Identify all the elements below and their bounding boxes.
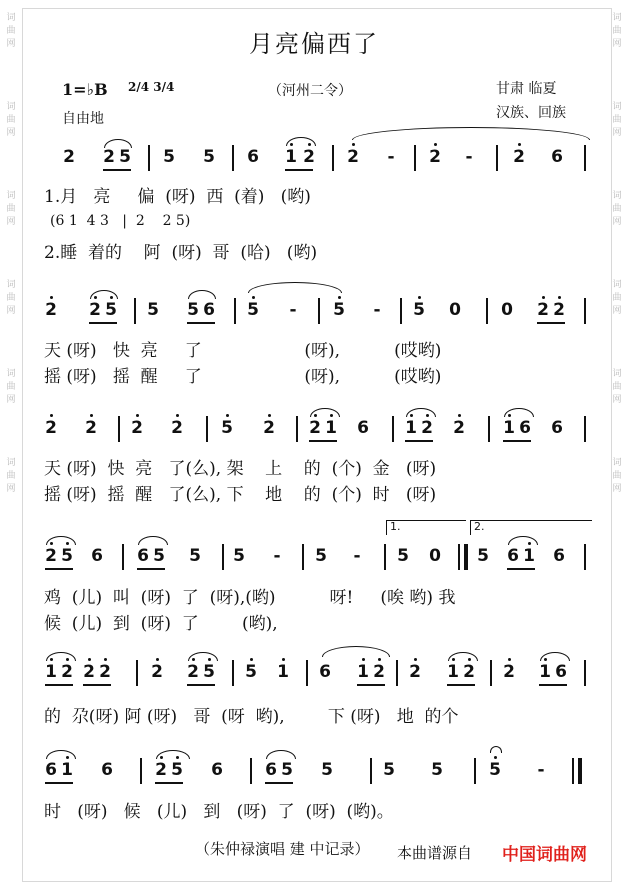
note: 6 — [551, 147, 563, 167]
octave-dot — [282, 658, 285, 661]
note: 6 — [555, 662, 567, 682]
key-signature: 1=♭B — [62, 80, 108, 99]
note: 2 — [155, 760, 167, 780]
bar-line — [232, 660, 234, 686]
slur — [46, 536, 76, 545]
slur — [322, 646, 390, 657]
beam-line — [155, 782, 183, 784]
lyrics-interlude: (6 1 4 3 | 2 2 5) — [50, 213, 191, 229]
note: 2 — [309, 418, 321, 438]
note: 2 — [347, 147, 359, 167]
octave-dot — [176, 414, 179, 417]
slur — [310, 408, 340, 417]
beam-line — [539, 684, 567, 686]
slur — [138, 536, 168, 545]
bar-line — [122, 544, 124, 570]
note: 6 — [91, 546, 103, 566]
bar-line — [118, 416, 120, 442]
note: 5 — [203, 662, 215, 682]
note: 2 — [463, 662, 475, 682]
slur — [104, 139, 132, 148]
note: 2 — [171, 418, 183, 438]
octave-dot — [338, 296, 341, 299]
note: - — [387, 147, 395, 167]
beam-line — [83, 684, 111, 686]
beam-line — [507, 568, 535, 570]
octave-dot — [508, 658, 511, 661]
bar-line — [222, 544, 224, 570]
note: 5 — [247, 300, 259, 320]
note: 1 — [405, 418, 417, 438]
bar-line — [306, 660, 308, 686]
octave-dot — [268, 414, 271, 417]
bar-line — [458, 544, 460, 570]
note: 2 — [409, 662, 421, 682]
bar-line — [206, 416, 208, 442]
bar-line — [234, 298, 236, 324]
note: 0 — [501, 300, 513, 320]
note: - — [353, 546, 361, 566]
octave-dot — [156, 658, 159, 661]
bar-line — [584, 145, 586, 171]
octave-dot — [136, 414, 139, 417]
note: 1 — [61, 760, 73, 780]
note: 2 — [63, 147, 75, 167]
watermark-right: 词 曲 网 词 曲 网 词 曲 网 词 曲 网 词 曲 网 词 曲 网 — [612, 13, 622, 494]
note: 1 — [539, 662, 551, 682]
lyrics-verse1-line2: 天 (呀) 快 亮 了 (呀), (哎哟) — [44, 341, 442, 361]
beam-line — [45, 568, 73, 570]
song-title: 月亮偏西了 — [249, 30, 379, 58]
note: 2 — [553, 300, 565, 320]
note: 5 — [163, 147, 175, 167]
bar-line — [584, 660, 586, 686]
note: 6 — [211, 760, 223, 780]
note: 1 — [503, 418, 515, 438]
note: 6 — [507, 546, 519, 566]
note: 1 — [523, 546, 535, 566]
octave-dot — [352, 143, 355, 146]
slur — [406, 408, 436, 417]
lyrics-verse1-line3: 天 (呀) 快 亮 了(么), 架 上 的 (个) 金 (呀) — [44, 459, 437, 479]
beam-line — [103, 169, 131, 171]
beam-line — [89, 322, 117, 324]
octave-dot — [50, 414, 53, 417]
watermark-left: 词 曲 网 词 曲 网 词 曲 网 词 曲 网 词 曲 网 词 曲 网 — [6, 13, 16, 494]
slur — [540, 652, 570, 661]
note: 6 — [101, 760, 113, 780]
slur — [286, 137, 316, 146]
note: 5 — [153, 546, 165, 566]
note: - — [273, 546, 281, 566]
bar-line — [486, 298, 488, 324]
note: - — [289, 300, 297, 320]
note: 2 — [61, 662, 73, 682]
octave-dot — [252, 296, 255, 299]
beam-line — [45, 684, 73, 686]
beam-line — [537, 322, 565, 324]
bar-line — [572, 758, 574, 784]
bar-line — [392, 416, 394, 442]
slur — [266, 750, 296, 759]
note: 2 — [85, 418, 97, 438]
note: 6 — [203, 300, 215, 320]
note: 5 — [245, 662, 257, 682]
beam-line — [187, 684, 215, 686]
note: 6 — [319, 662, 331, 682]
note: 5 — [321, 760, 333, 780]
genre-label: （河州二令） — [268, 83, 352, 99]
slur — [508, 536, 538, 545]
beam-line — [45, 782, 73, 784]
note: 1 — [325, 418, 337, 438]
note: 6 — [553, 546, 565, 566]
volta-second: 2. — [470, 520, 592, 535]
note: 2 — [99, 662, 111, 682]
slur — [504, 408, 534, 417]
octave-dot — [558, 296, 561, 299]
lyrics-line5: 的 尕(呀) 阿 (呀) 哥 (呀 哟), 下 (呀) 地 的个 — [44, 707, 459, 727]
note: 5 — [189, 546, 201, 566]
note: 2 — [45, 418, 57, 438]
note: 2 — [83, 662, 95, 682]
note: 2 — [103, 147, 115, 167]
octave-dot — [50, 296, 53, 299]
beam-line — [503, 440, 531, 442]
beam-line — [187, 322, 215, 324]
note: - — [373, 300, 381, 320]
note: 5 — [119, 147, 131, 167]
note: 5 — [431, 760, 443, 780]
lyrics-verse2-line3: 摇 (呀) 摇 醒 了(么), 下 地 的 (个) 时 (呀) — [44, 485, 437, 505]
note: 5 — [221, 418, 233, 438]
note: 0 — [449, 300, 461, 320]
octave-dot — [88, 658, 91, 661]
beam-line — [137, 568, 165, 570]
slur — [46, 652, 76, 661]
octave-dot — [250, 658, 253, 661]
site-name: 中国词曲网 — [502, 845, 587, 865]
note: 6 — [45, 760, 57, 780]
note: 5 — [203, 147, 215, 167]
slur — [156, 750, 190, 759]
octave-dot — [90, 414, 93, 417]
note: 6 — [357, 418, 369, 438]
octave-dot — [226, 414, 229, 417]
beam-line — [309, 440, 337, 442]
note: 2 — [45, 300, 57, 320]
note: 5 — [397, 546, 409, 566]
note: 2 — [453, 418, 465, 438]
beam-line — [405, 440, 433, 442]
octave-dot — [434, 143, 437, 146]
octave-dot — [518, 143, 521, 146]
slur — [188, 652, 218, 661]
bar-line — [578, 758, 582, 784]
note: 5 — [233, 546, 245, 566]
time-signature: 2/4 3/4 — [128, 80, 175, 94]
note: 5 — [489, 760, 501, 780]
bar-line — [134, 298, 136, 324]
lyrics-line6: 时 (呀) 候 (儿) 到 (呀) 了 (呀) (哟)。 — [44, 802, 394, 822]
note: 2 — [537, 300, 549, 320]
octave-dot — [458, 414, 461, 417]
ethnicity-label: 汉族、回族 — [496, 105, 566, 121]
note: 2 — [429, 147, 441, 167]
lyrics-verse1-line1: 1.月 亮 偏 (呀) 西 (着) (哟) — [44, 187, 311, 207]
bar-line — [136, 660, 138, 686]
note: 5 — [315, 546, 327, 566]
bar-line — [400, 298, 402, 324]
note: 2 — [503, 662, 515, 682]
bar-line — [496, 145, 498, 171]
note: 1 — [285, 147, 297, 167]
slur — [188, 290, 216, 299]
bar-line — [302, 544, 304, 570]
note: 5 — [171, 760, 183, 780]
slur — [46, 750, 76, 759]
bar-line — [384, 544, 386, 570]
bar-line — [488, 416, 490, 442]
tempo-marking: 自由地 — [62, 111, 104, 127]
note: 1 — [357, 662, 369, 682]
octave-dot — [414, 658, 417, 661]
bar-line — [474, 758, 476, 784]
note: 5 — [383, 760, 395, 780]
bar-line — [318, 298, 320, 324]
lyrics-verse2-line2: 摇 (呀) 摇 醒 了 (呀), (哎哟) — [44, 367, 442, 387]
note: 2 — [89, 300, 101, 320]
bar-line — [584, 416, 586, 442]
note: 1 — [45, 662, 57, 682]
note: 5 — [61, 546, 73, 566]
bar-line — [396, 660, 398, 686]
bar-line — [464, 544, 468, 570]
slur — [352, 127, 590, 140]
note: 2 — [45, 546, 57, 566]
octave-dot — [542, 296, 545, 299]
octave-dot — [418, 296, 421, 299]
beam-line — [265, 782, 293, 784]
note: 6 — [137, 546, 149, 566]
lyrics-verse1-line4: 鸡 (儿) 叫 (呀) 了 (呀),(哟) 呀! (唉 哟) 我 — [44, 588, 456, 608]
lyrics-verse2-line1: 2.睡 着的 阿 (呀) 哥 (哈) (哟) — [44, 243, 318, 263]
bar-line — [584, 298, 586, 324]
note: 1 — [447, 662, 459, 682]
note: 2 — [373, 662, 385, 682]
note: 2 — [151, 662, 163, 682]
octave-dot — [362, 658, 365, 661]
bar-line — [296, 416, 298, 442]
note: 5 — [477, 546, 489, 566]
bar-line — [584, 544, 586, 570]
beam-line — [357, 684, 385, 686]
note: 2 — [421, 418, 433, 438]
bar-line — [232, 145, 234, 171]
note: - — [465, 147, 473, 167]
bar-line — [140, 758, 142, 784]
beam-line — [447, 684, 475, 686]
note: 2 — [513, 147, 525, 167]
slur — [248, 282, 342, 293]
bar-line — [332, 145, 334, 171]
bar-line — [414, 145, 416, 171]
lyrics-verse2-line4: 候 (儿) 到 (呀) 了 (哟), — [44, 614, 278, 634]
volta-first: 1. — [386, 520, 466, 535]
note: 2 — [303, 147, 315, 167]
note: 0 — [429, 546, 441, 566]
fermata-icon — [490, 746, 502, 753]
octave-dot — [494, 756, 497, 759]
note: 2 — [131, 418, 143, 438]
slur — [448, 652, 478, 661]
credit-line: （朱仲禄演唱 建 中记录） — [195, 840, 370, 858]
note: 6 — [519, 418, 531, 438]
note: 5 — [105, 300, 117, 320]
note: 6 — [265, 760, 277, 780]
source-label: 本曲谱源自 — [397, 844, 473, 862]
note: 5 — [147, 300, 159, 320]
note: 5 — [281, 760, 293, 780]
note: 5 — [333, 300, 345, 320]
bar-line — [370, 758, 372, 784]
beam-line — [285, 169, 313, 171]
note: - — [537, 760, 545, 780]
bar-line — [250, 758, 252, 784]
bar-line — [490, 660, 492, 686]
note: 1 — [277, 662, 289, 682]
bar-line — [148, 145, 150, 171]
note: 5 — [413, 300, 425, 320]
note: 6 — [551, 418, 563, 438]
slur — [90, 290, 118, 299]
octave-dot — [104, 658, 107, 661]
note: 2 — [187, 662, 199, 682]
octave-dot — [378, 658, 381, 661]
note: 6 — [247, 147, 259, 167]
region-label: 甘肃 临夏 — [496, 81, 557, 97]
note: 5 — [187, 300, 199, 320]
note: 2 — [263, 418, 275, 438]
